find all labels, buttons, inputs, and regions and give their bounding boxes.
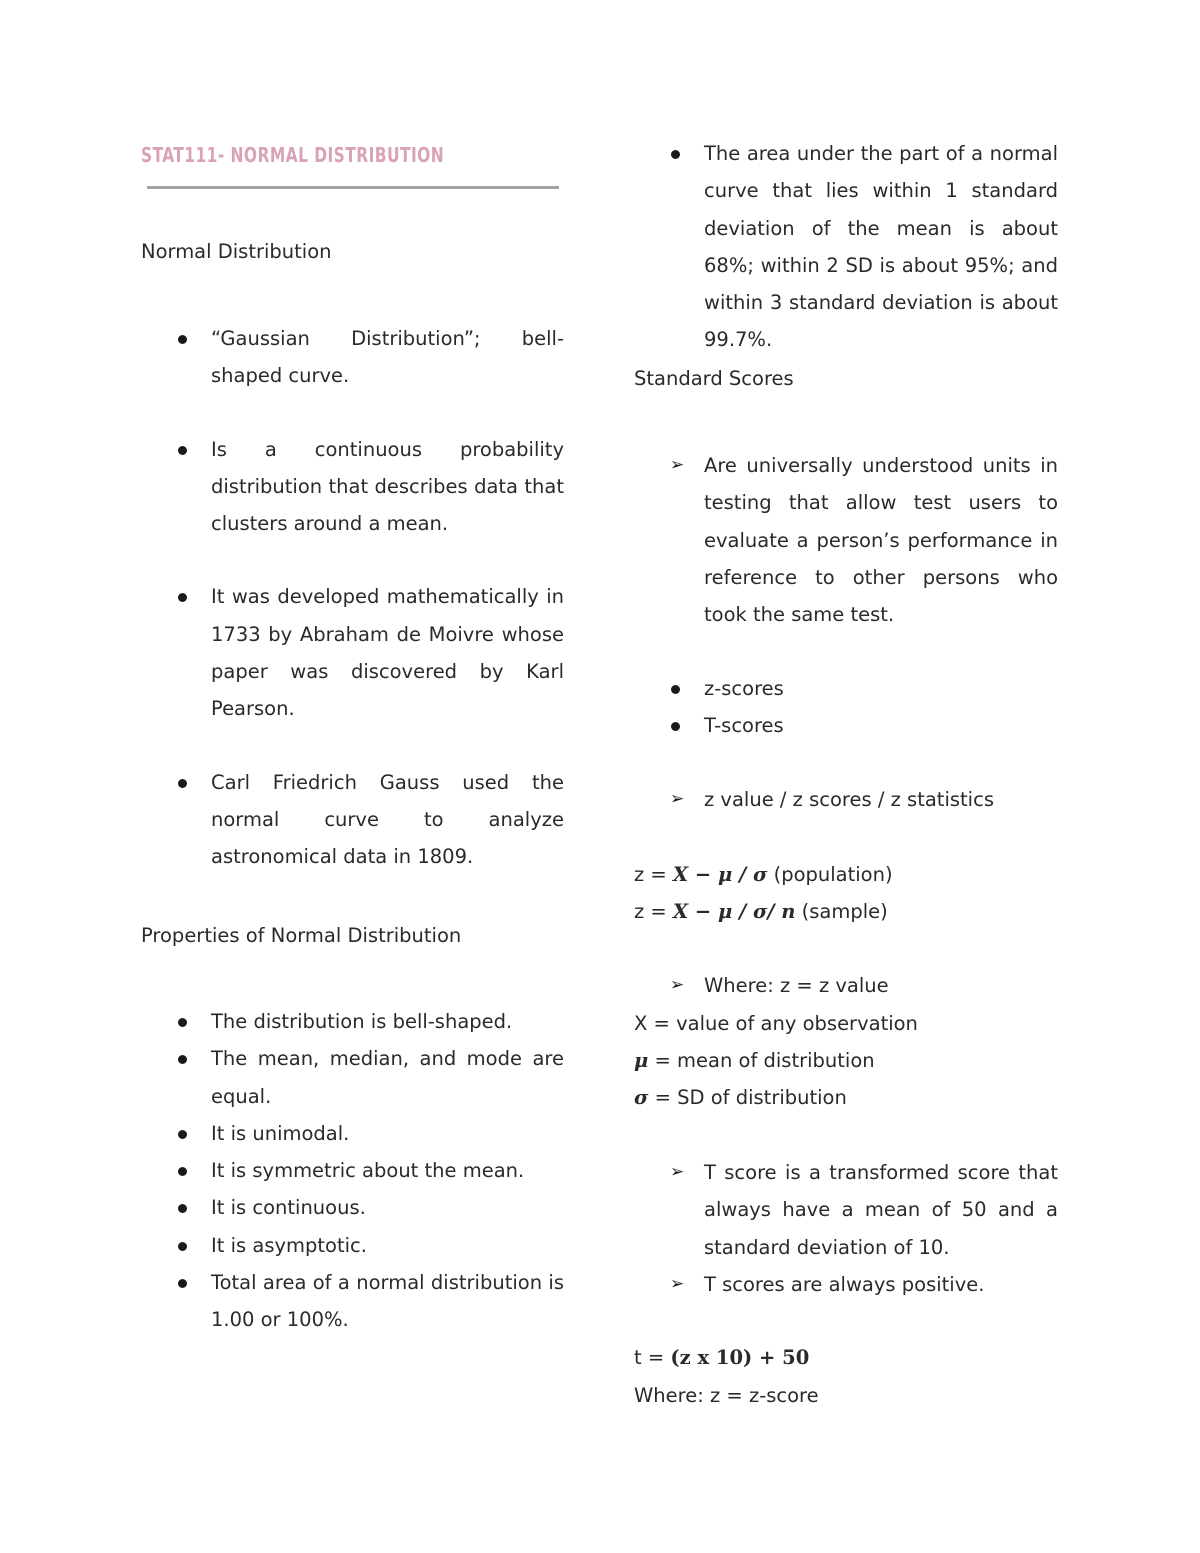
section-heading-standard-scores: Standard Scores (634, 367, 794, 390)
list-item: z-scores (634, 670, 784, 707)
list-item: The distribution is bell-shaped. (141, 1003, 564, 1040)
bullet-icon (671, 722, 680, 731)
list-item: T-scores (634, 707, 784, 744)
list-item: Carl Friedrich Gauss used the normal curve to analyze astronomical data in 1809. (141, 764, 564, 876)
section-heading-normal-distribution: Normal Distribution (141, 240, 332, 263)
list-item: It is unimodal. (141, 1115, 564, 1152)
definition-x: X = value of any observation (634, 1012, 918, 1035)
bullet-icon (178, 1055, 187, 1064)
bullet-icon (178, 1204, 187, 1213)
bullet-icon (671, 685, 680, 694)
arrow-bullet-icon: ➢ (670, 975, 685, 995)
arrow-bullet-icon: ➢ (670, 455, 685, 475)
list-item: ➢ T score is a transformed score that always have a mean of 50 and a standard deviation of 10. (634, 1154, 1058, 1266)
list-item: ➢ Where: z = z value (634, 967, 889, 1004)
list-item: Is a continuous probability distribution that describes data that clusters around a mean. (141, 431, 564, 543)
bullet-icon (178, 1130, 187, 1139)
standard-scores-arrow-list (634, 447, 1058, 633)
document-title: STAT111- NORMAL DISTRIBUTION (141, 143, 445, 167)
bullet-icon (671, 150, 680, 159)
list-item: ➢ z value / z scores / z statistics (634, 781, 994, 818)
bullet-icon (178, 779, 187, 788)
normal-distribution-bullets (141, 320, 564, 876)
definition-mu: μ = mean of distribution (634, 1049, 875, 1072)
bullet-icon (178, 1242, 187, 1251)
list-item: The area under the part of a normal curve that lies within 1 standard deviation of the mean is about 68%; within 2 SD is about 95%; and within 3 standard deviation is about 99.7%. (634, 135, 1058, 359)
bullet-icon (178, 446, 187, 455)
arrow-bullet-icon: ➢ (670, 1162, 685, 1182)
bullet-icon (178, 1018, 187, 1027)
area-bullet-list (634, 135, 1058, 359)
list-item: It was developed mathematically in 1733 by Abraham de Moivre whose paper was discovered by Karl Pearson. (141, 578, 564, 727)
list-item: It is continuous. (141, 1189, 564, 1226)
where-arrow-list (634, 967, 889, 1004)
list-item: Total area of a normal distribution is 1.00 or 100%. (141, 1264, 564, 1339)
definition-sigma: σ = SD of distribution (634, 1086, 847, 1109)
t-formula-where: Where: z = z-score (634, 1384, 819, 1407)
bullet-icon (178, 593, 187, 602)
score-types-list (634, 670, 784, 745)
z-value-arrow-list (634, 781, 994, 818)
bullet-icon (178, 1279, 187, 1288)
list-item: ➢ Are universally understood units in testing that allow test users to evaluate a person’s performance in reference to other persons who took the same test. (634, 447, 1058, 633)
list-item: “Gaussian Distribution”; bell-shaped curve. (141, 320, 564, 395)
bullet-icon (178, 335, 187, 344)
z-formula-sample: z = X − μ / σ/ n (sample) (634, 900, 888, 923)
t-score-arrow-list (634, 1154, 1058, 1303)
list-item: It is asymptotic. (141, 1227, 564, 1264)
z-formula-population: z = X − μ / σ (population) (634, 863, 893, 886)
section-heading-properties: Properties of Normal Distribution (141, 924, 462, 947)
list-item: It is symmetric about the mean. (141, 1152, 564, 1189)
t-formula: t = (z x 10) + 50 (634, 1346, 810, 1369)
arrow-bullet-icon: ➢ (670, 1273, 685, 1294)
bullet-icon (178, 1167, 187, 1176)
list-item: The mean, median, and mode are equal. (141, 1040, 564, 1115)
title-divider (147, 186, 559, 189)
properties-bullets (141, 1003, 564, 1339)
arrow-bullet-icon: ➢ (670, 789, 685, 809)
list-item: ➢ T scores are always positive. (634, 1266, 1058, 1303)
